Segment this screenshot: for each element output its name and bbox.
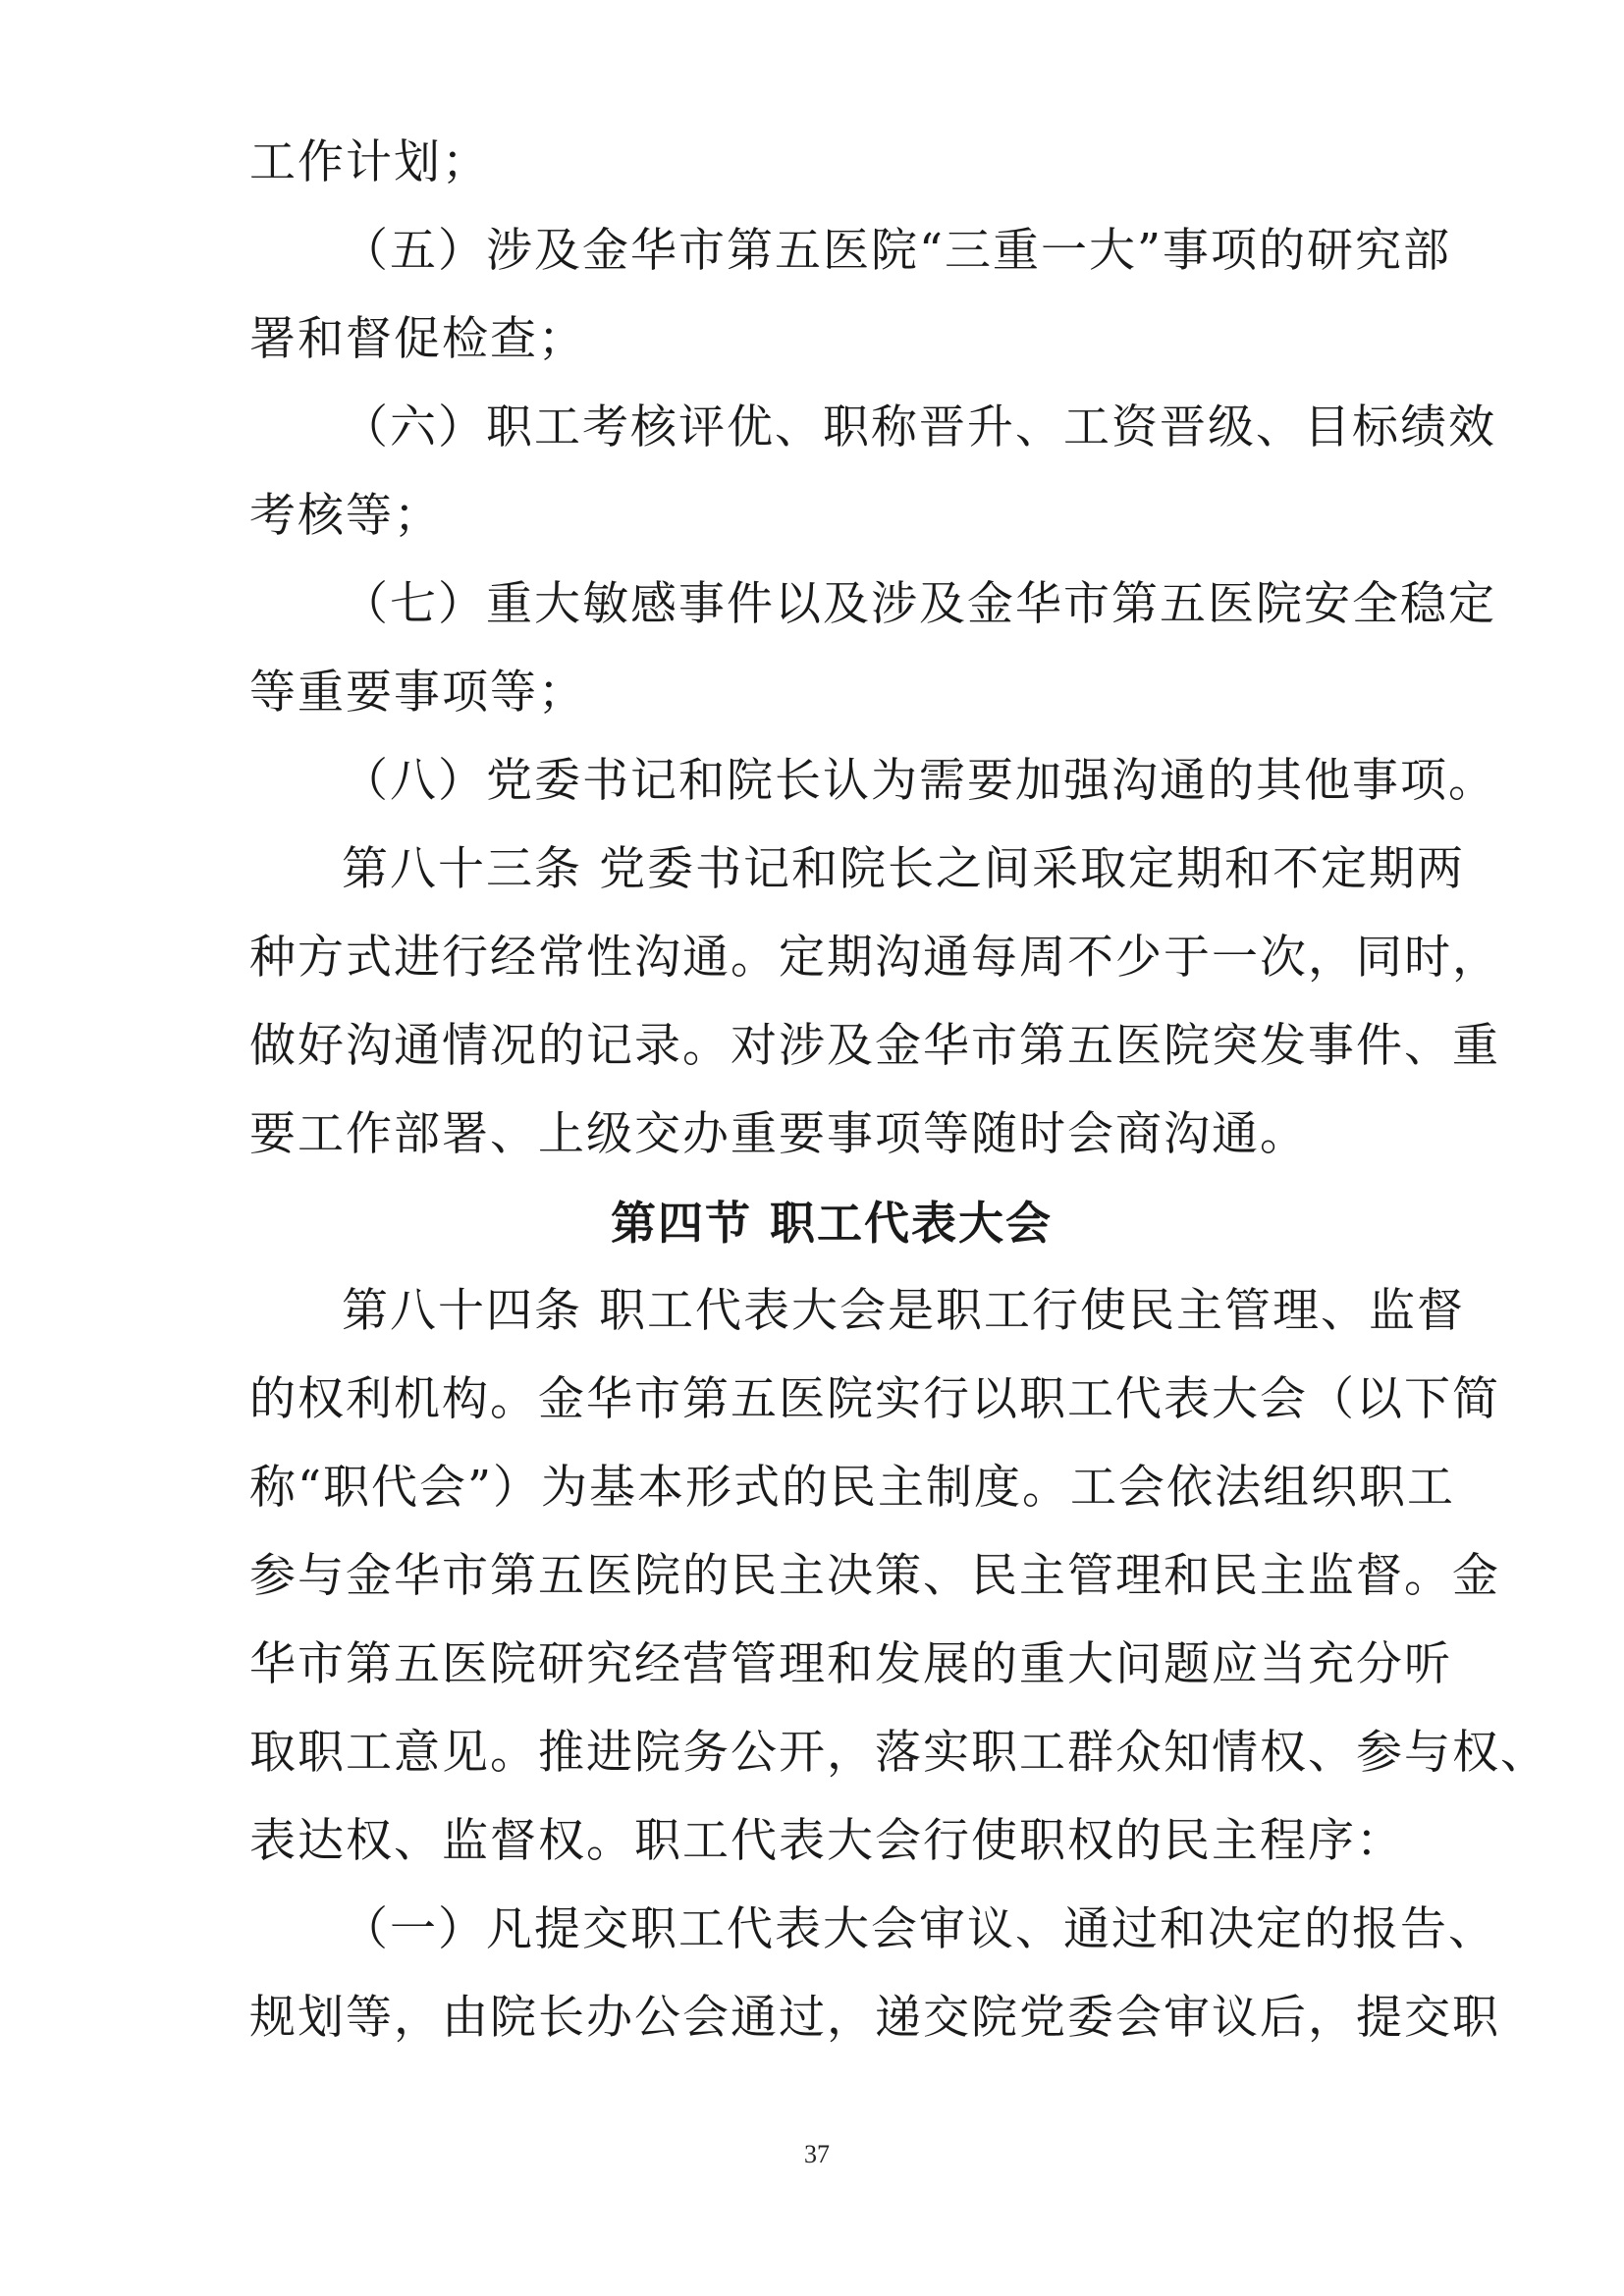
text-line: （七）重大敏感事件以及涉及金华市第五医院安全稳定 — [342, 577, 1496, 631]
text-line: （六）职工考核评优、职称晋升、工资晋级、目标绩效 — [342, 400, 1496, 454]
text-line: 工作计划； — [249, 135, 490, 189]
text-line: （八）党委书记和院长认为需要加强沟通的其他事项。 — [342, 754, 1496, 808]
text-line: 做好沟通情况的记录。对涉及金华市第五医院突发事件、重 — [249, 1019, 1500, 1073]
text-line: 表达权、监督权。职工代表大会行使职权的民主程序： — [249, 1814, 1404, 1868]
text-line: 第八十四条 职工代表大会是职工行使民主管理、监督 — [342, 1284, 1465, 1338]
text-line: 取职工意见。推进院务公开，落实职工群众知情权、参与权、 — [249, 1726, 1548, 1780]
text-line: 规划等，由院长办公会通过，递交院党委会审议后，提交职 — [249, 1991, 1500, 2045]
text-line: 署和督促检查； — [249, 312, 586, 366]
text-line: 参与金华市第五医院的民主决策、民主管理和民主监督。金 — [249, 1549, 1500, 1603]
section-heading: 第四节 职工代表大会 — [610, 1197, 1053, 1250]
text-line: 等重要事项等； — [249, 666, 586, 720]
text-line: 种方式进行经常性沟通。定期沟通每周不少于一次，同时， — [249, 931, 1500, 985]
text-line: （一）凡提交职工代表大会审议、通过和决定的报告、 — [342, 1902, 1496, 1956]
text-line: 考核等； — [249, 489, 442, 543]
page-number: 37 — [804, 2140, 830, 2168]
text-line: 的权利机构。金华市第五医院实行以职工代表大会（以下简 — [249, 1372, 1500, 1426]
text-line: 华市第五医院研究经营管理和发展的重大问题应当充分听 — [249, 1637, 1452, 1691]
text-line: （五）涉及金华市第五医院“三重一大”事项的研究部 — [342, 224, 1452, 278]
text-line: 称“职代会”）为基本形式的民主制度。工会依法组织职工 — [249, 1461, 1456, 1515]
text-line: 要工作部署、上级交办重要事项等随时会商沟通。 — [249, 1107, 1308, 1161]
text-line: 第八十三条 党委书记和院长之间采取定期和不定期两 — [342, 842, 1465, 896]
